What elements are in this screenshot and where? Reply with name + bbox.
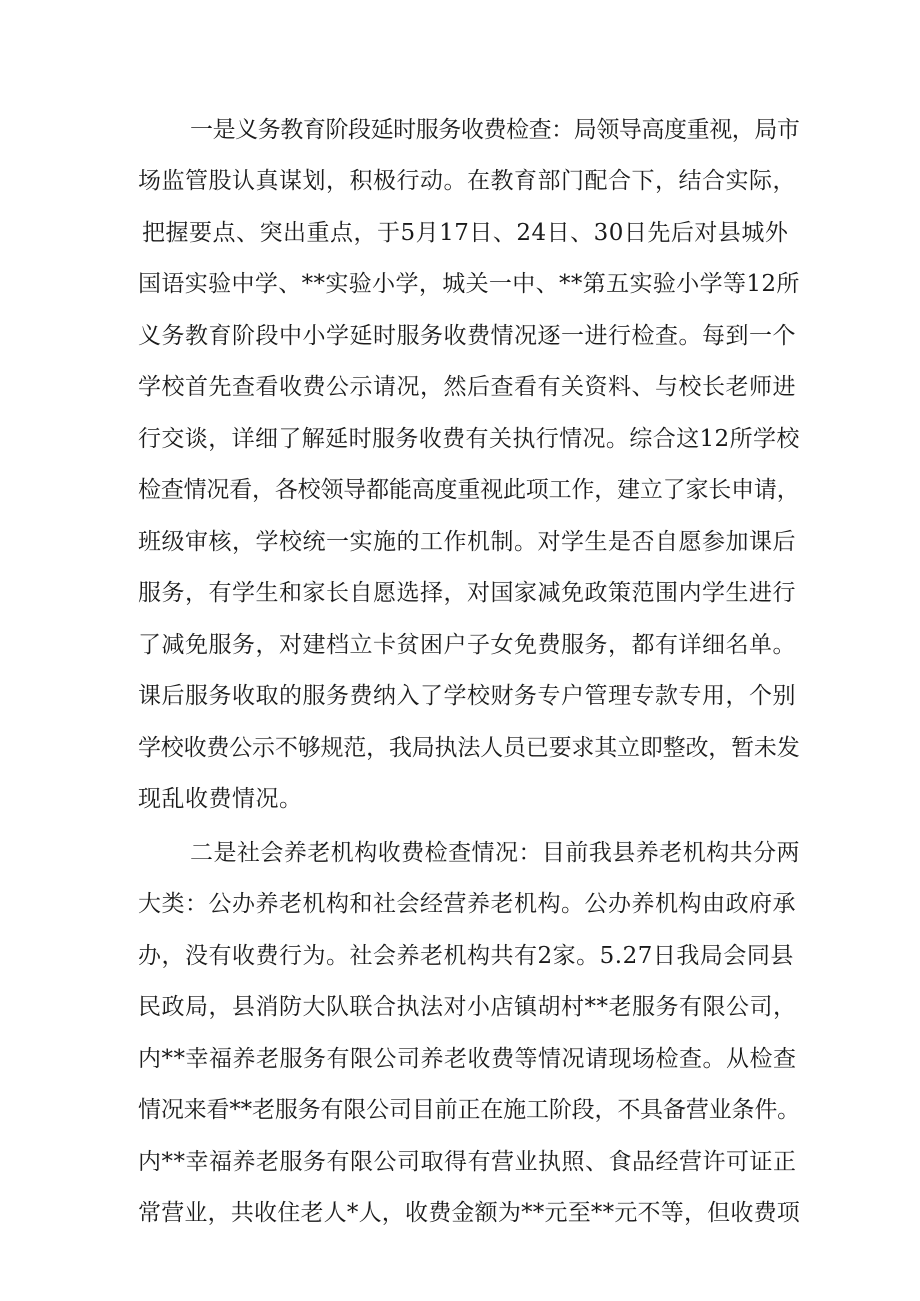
paragraph-line: 二是社会养老机构收费检查情况：目前我县养老机构共分两 (190, 840, 800, 866)
paragraph-line: 了减免服务，对建档立卡贫困户子女免费服务，都有详细名单。 (138, 632, 796, 658)
paragraph-line: 班级审核，学校统一实施的工作机制。对学生是否自愿参加课后 (138, 529, 796, 555)
paragraph-line: 学校首先查看收费公示请况，然后查看有关资料、与校长老师进 (138, 374, 796, 400)
paragraph-line: 服务，有学生和家长自愿选择，对国家减免政策范围内学生进行 (138, 580, 796, 606)
paragraph-line: 义务教育阶段中小学延时服务收费情况逐一进行检查。每到一个 (138, 323, 796, 349)
paragraph-line: 大类：公办养老机构和社会经营养老机构。公办养机构由政府承 (138, 891, 796, 917)
paragraph-line: 课后服务收取的服务费纳入了学校财务专户管理专款专用，个别 (138, 683, 796, 709)
paragraph-line: 一是义务教育阶段延时服务收费检查：局领导高度重视，局市 (190, 117, 800, 143)
paragraph-line: 内**幸福养老服务有限公司养老收费等情况请现场检查。从检查 (138, 1046, 797, 1072)
paragraph-line: 学校收费公示不够规范，我局执法人员已要求其立即整改，暂未发 (138, 735, 800, 761)
paragraph-line: 常营业，共收住老人*人，收费金额为**元至**元不等，但收费项 (138, 1200, 800, 1226)
paragraph-line: 现乱收费情况。 (138, 786, 303, 812)
paragraph-line: 行交谈，详细了解延时服务收费有关执行情况。综合这12所学校 (138, 426, 800, 452)
paragraph-line: 内**幸福养老服务有限公司取得有营业执照、食品经营许可证正 (138, 1149, 797, 1175)
paragraph-line: 办，没有收费行为。社会养老机构共有2家。5.27日我局会同县 (138, 943, 794, 969)
paragraph-line: 国语实验中学、**实验小学，城关一中、**第五实验小学等12所 (138, 271, 800, 297)
paragraph-line: 情况来看**老服务有限公司目前正在施工阶段，不具备营业条件。 (138, 1097, 801, 1123)
paragraph-line: 检查情况看，各校领导都能高度重视此项工作，建立了家长申请， (138, 477, 800, 503)
paragraph-line: 场监管股认真谋划，积极行动。在教育部门配合下，结合实际， (138, 168, 796, 194)
paragraph-line: 把握要点、突出重点，于5月17日、24日、30日先后对县城外 (142, 220, 789, 246)
paragraph-line: 民政局，县消防大队联合执法对小店镇胡村**老服务有限公司， (138, 994, 797, 1020)
